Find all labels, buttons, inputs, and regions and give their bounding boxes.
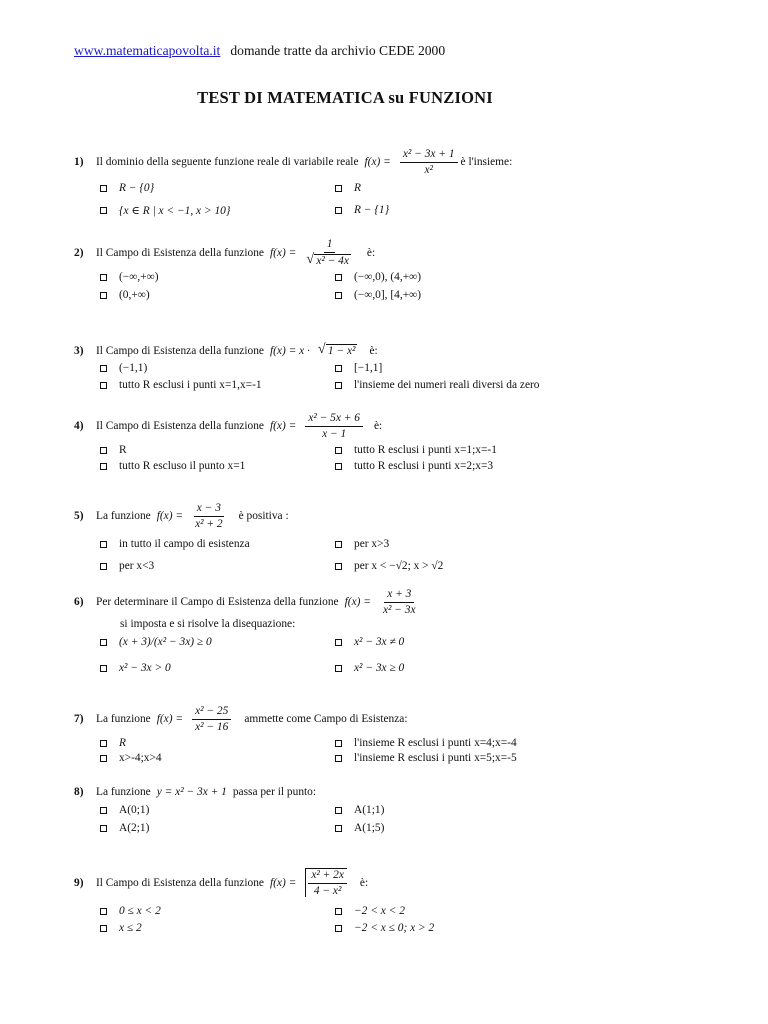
question-6 <box>74 588 714 674</box>
option-a[interactable]: R <box>100 737 335 749</box>
option-d[interactable]: x² − 3x ≥ 0 <box>335 662 595 674</box>
question-number: 6) <box>74 596 84 609</box>
question-text: La funzione <box>96 510 151 523</box>
question-suffix: è: <box>359 876 369 889</box>
fraction: $\frac{\text{x² − 5x + 6}}{x - 1}$ <box>305 412 363 440</box>
question-2 <box>74 238 714 301</box>
question-text: La funzione <box>96 713 151 726</box>
question-number: 1) <box>74 156 84 169</box>
checkbox-icon[interactable] <box>335 908 342 915</box>
function-label: f(x) = <box>269 420 297 433</box>
question-7 <box>74 705 714 764</box>
option-b[interactable]: (−∞,0), (4,+∞) <box>335 271 595 283</box>
checkbox-icon[interactable] <box>100 755 107 762</box>
checkbox-icon[interactable] <box>100 274 107 281</box>
checkbox-icon[interactable] <box>100 463 107 470</box>
checkbox-icon[interactable] <box>100 292 107 299</box>
checkbox-icon[interactable] <box>335 665 342 672</box>
fraction: $\frac{x + 3}{\text{x² − 3x}}$ <box>382 588 416 616</box>
question-text: Il Campo di Esistenza della funzione <box>96 420 264 433</box>
option-a[interactable]: (x + 3)/(x² − 3x) ≥ 0 <box>100 636 335 648</box>
option-d[interactable]: (−∞,0], [4,+∞) <box>335 289 595 301</box>
checkbox-icon[interactable] <box>335 755 342 762</box>
option-b[interactable]: tutto R esclusi i punti x=1;x=-1 <box>335 444 595 456</box>
checkbox-icon[interactable] <box>335 541 342 548</box>
checkbox-icon[interactable] <box>335 185 342 192</box>
option-a[interactable]: 0 ≤ x < 2 <box>100 905 335 917</box>
question-suffix: ammette come Campo di Esistenza: <box>244 713 408 726</box>
option-b[interactable]: l'insieme R esclusi i punti x=4;x=-4 <box>335 737 595 749</box>
checkbox-icon[interactable] <box>335 563 342 570</box>
checkbox-icon[interactable] <box>335 274 342 281</box>
option-d[interactable]: l'insieme R esclusi i punti x=5;x=-5 <box>335 752 595 764</box>
option-c[interactable]: x² − 3x > 0 <box>100 662 335 674</box>
checkbox-icon[interactable] <box>100 665 107 672</box>
option-c[interactable]: x>-4;x>4 <box>100 752 335 764</box>
checkbox-icon[interactable] <box>335 365 342 372</box>
option-a[interactable]: (−∞,+∞) <box>100 271 335 283</box>
option-b[interactable]: per x>3 <box>335 538 595 550</box>
header-source: domande tratte da archivio CEDE 2000 <box>230 43 446 58</box>
checkbox-icon[interactable] <box>100 639 107 646</box>
option-a[interactable]: (−1,1) <box>100 362 335 374</box>
question-number: 8) <box>74 786 84 798</box>
question-text: Per determinare il Campo di Esistenza della funzione <box>96 596 339 609</box>
option-d[interactable]: per x < −√2; x > √2 <box>335 560 595 572</box>
function-label: f(x) = <box>269 246 297 259</box>
option-d[interactable]: l'insieme dei numeri reali diversi da zero <box>335 379 595 391</box>
option-d[interactable]: −2 < x ≤ 0; x > 2 <box>335 922 595 934</box>
checkbox-icon[interactable] <box>100 925 107 932</box>
option-d[interactable]: tutto R esclusi i punti x=2;x=3 <box>335 460 595 472</box>
checkbox-icon[interactable] <box>335 825 342 832</box>
option-b[interactable]: x² − 3x ≠ 0 <box>335 636 595 648</box>
fraction: $\frac{\text{x² + 2x}}{\text{4 − x²}}$ <box>305 868 347 897</box>
question-suffix: è: <box>366 246 376 259</box>
checkbox-icon[interactable] <box>100 185 107 192</box>
checkbox-icon[interactable] <box>335 463 342 470</box>
checkbox-icon[interactable] <box>335 207 342 214</box>
checkbox-icon[interactable] <box>100 207 107 214</box>
question-subtext: si imposta e si risolve la disequazione: <box>120 618 296 631</box>
checkbox-icon[interactable] <box>100 365 107 372</box>
function-label: f(x) = <box>156 713 184 726</box>
option-a[interactable]: A(0;1) <box>100 804 335 816</box>
option-b[interactable]: A(1;1) <box>335 804 595 816</box>
question-number: 5) <box>74 510 84 523</box>
question-5 <box>74 502 714 572</box>
checkbox-icon[interactable] <box>100 807 107 814</box>
checkbox-icon[interactable] <box>335 639 342 646</box>
question-1 <box>74 148 714 217</box>
question-suffix: è l'insieme: <box>460 156 513 169</box>
option-b[interactable]: R <box>335 182 595 194</box>
site-link[interactable]: www.matematicapovolta.it <box>74 43 221 58</box>
fraction: $\frac{\text{x² − 25}}{\text{x² − 16}}$ <box>192 705 231 733</box>
checkbox-icon[interactable] <box>100 541 107 548</box>
checkbox-icon[interactable] <box>335 382 342 389</box>
function-label: f(x) = <box>269 876 297 889</box>
option-d[interactable]: R − {1} <box>335 203 595 217</box>
fraction: $\frac{x - 3}{\text{x² + 2}}$ <box>195 502 223 530</box>
question-suffix: è: <box>374 420 383 433</box>
checkbox-icon[interactable] <box>100 740 107 747</box>
question-number: 3) <box>74 344 84 357</box>
option-c[interactable]: x ≤ 2 <box>100 922 335 934</box>
function-label: f(x) = <box>344 596 371 609</box>
question-suffix: passa per il punto: <box>232 786 317 798</box>
question-number: 4) <box>74 420 84 433</box>
question-9 <box>74 868 714 934</box>
function-label: f(x) = <box>156 510 184 523</box>
fraction: 1 √ x² − 4x <box>305 238 354 267</box>
function-label: y = x² − 3x + 1 <box>156 786 227 798</box>
checkbox-icon[interactable] <box>335 925 342 932</box>
function-label: f(x) = x · <box>269 344 310 357</box>
question-text: Il Campo di Esistenza della funzione <box>96 246 264 259</box>
page-title: TEST DI MATEMATICA su FUNZIONI <box>197 88 493 107</box>
checkbox-icon[interactable] <box>335 807 342 814</box>
checkbox-icon[interactable] <box>100 563 107 570</box>
question-text: Il Campo di Esistenza della funzione <box>96 876 264 889</box>
question-number: 9) <box>74 876 84 889</box>
option-a[interactable]: R − {0} <box>100 182 335 194</box>
function-label: f(x) = <box>364 156 391 169</box>
option-b[interactable]: −2 < x < 2 <box>335 905 595 917</box>
fraction: $\frac{\text{x² − 3x + 1}}{\text{x²}}$ <box>400 148 458 176</box>
question-number: 7) <box>74 713 84 726</box>
checkbox-icon[interactable] <box>335 447 342 454</box>
option-a[interactable]: R <box>100 444 335 456</box>
question-suffix: è: <box>369 344 378 357</box>
checkbox-icon[interactable] <box>335 292 342 299</box>
checkbox-icon[interactable] <box>100 447 107 454</box>
question-4 <box>74 412 714 472</box>
sqrt-expression: √ 1 − x² <box>326 344 358 357</box>
checkbox-icon[interactable] <box>100 825 107 832</box>
option-c[interactable]: A(2;1) <box>100 822 335 834</box>
option-b[interactable]: [−1,1] <box>335 362 595 374</box>
checkbox-icon[interactable] <box>100 908 107 915</box>
option-c[interactable]: tutto R escluso il punto x=1 <box>100 460 335 472</box>
question-3 <box>74 344 714 391</box>
option-c[interactable]: tutto R esclusi i punti x=1,x=-1 <box>100 379 335 391</box>
question-text: La funzione <box>96 786 151 798</box>
question-suffix: è positiva : <box>238 510 289 523</box>
question-number: 2) <box>74 246 84 259</box>
option-c[interactable]: {x ∈ R | x < −1, x > 10} <box>100 203 335 217</box>
option-d[interactable]: A(1;5) <box>335 822 595 834</box>
page-header <box>74 43 445 59</box>
checkbox-icon[interactable] <box>100 382 107 389</box>
option-c[interactable]: (0,+∞) <box>100 289 335 301</box>
question-text: Il Campo di Esistenza della funzione <box>96 344 264 357</box>
checkbox-icon[interactable] <box>335 740 342 747</box>
question-8 <box>74 786 714 834</box>
option-a[interactable]: in tutto il campo di esistenza <box>100 538 335 550</box>
question-text: Il dominio della seguente funzione reale di variabile reale <box>96 156 359 169</box>
option-c[interactable]: per x<3 <box>100 560 335 572</box>
